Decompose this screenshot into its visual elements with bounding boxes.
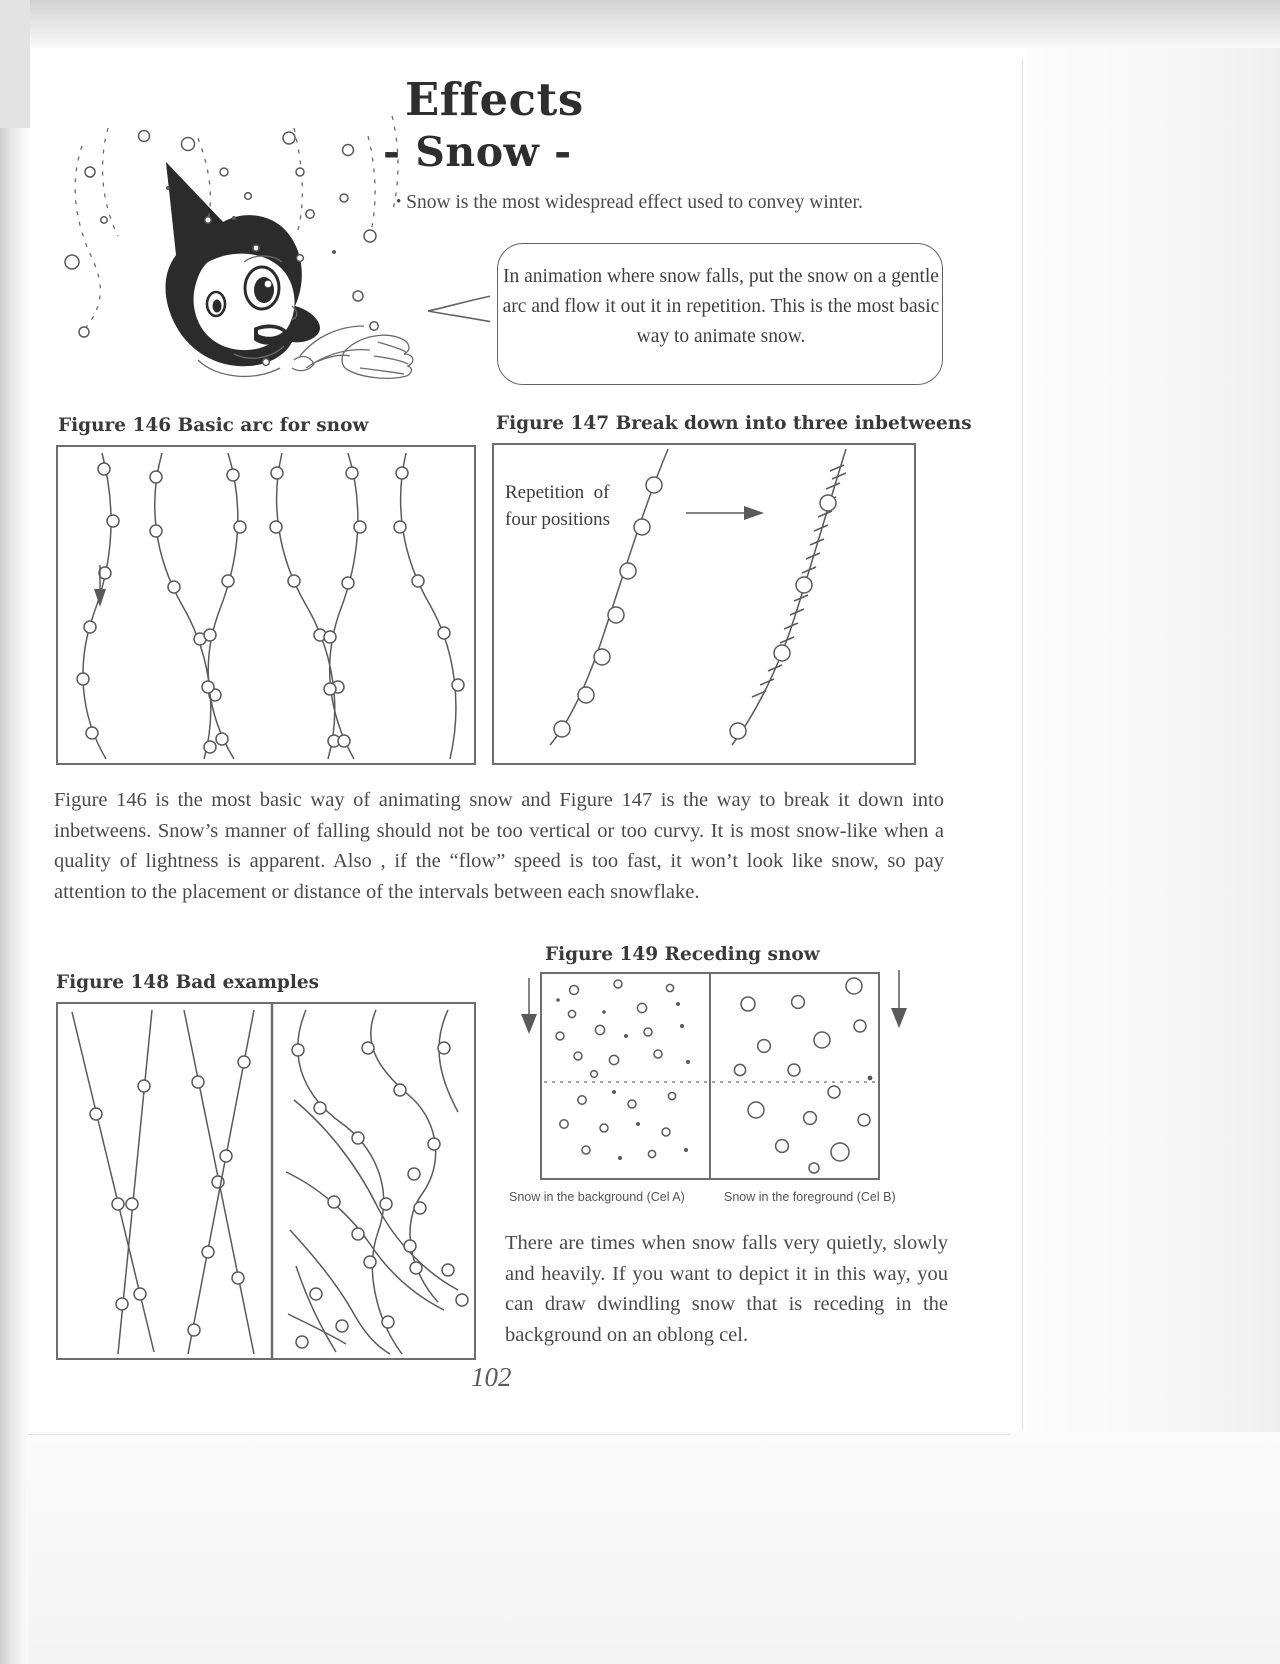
cel-a-label: Snow in the background (Cel A): [509, 1190, 685, 1204]
figure-148-panel: [56, 1002, 476, 1360]
intro-bullet-text: Snow is the most widespread effect used to convey winter.: [406, 192, 863, 213]
figure-147-caption: Figure 147 Break down into three inbetweens: [496, 413, 972, 434]
figure-147-inner-label: [505, 479, 610, 533]
figure-149-left-arrow-icon: [516, 976, 542, 1036]
figure-149-receding-snow-diagram: [542, 974, 878, 1178]
figure-146-panel: [56, 445, 476, 765]
page-bottom-margin: [0, 1432, 1280, 1664]
scan-edge-left: [0, 0, 28, 1664]
margin-rule-vertical: [1022, 60, 1023, 1430]
figure-149-panel: [540, 972, 880, 1180]
scan-edge-top: [0, 0, 1280, 48]
page-subtitle: - Snow -: [383, 128, 572, 176]
scan-corner-artifact: [0, 0, 30, 128]
figure-147-inner-label-line1: Repetition of: [505, 482, 610, 503]
speech-balloon-text: In animation where snow falls, put the snow on a gentle arc and flow it out it in repetition. This is the most basic way to animate snow.: [502, 266, 940, 347]
figure-147-inner-label-line2: four positions: [505, 509, 611, 530]
speech-balloon: [497, 243, 943, 385]
figure-146-arc-diagram: [58, 447, 474, 763]
right-column-paragraph: There are times when snow falls very quietly, slowly and heavily. If you want to depict it in this way, you can draw dwindling snow that is receding in the background on an oblong cel.: [505, 1232, 948, 1346]
girl-catching-snow-illustration: [48, 110, 438, 385]
intro-bullet-line: [396, 192, 956, 214]
figure-148-caption: Figure 148 Bad examples: [56, 972, 320, 993]
figure-148-bad-examples-diagram: [58, 1004, 474, 1358]
figure-149-caption: Figure 149 Receding snow: [545, 944, 820, 965]
figure-149-right-arrow-icon: [886, 968, 912, 1030]
cel-b-label: Snow in the foreground (Cel B): [724, 1190, 896, 1204]
page-number: 102: [471, 1362, 512, 1392]
main-paragraph: Figure 146 is the most basic way of animating snow and Figure 147 is the way to break it down into inbetweens. Snow’s manner of falling should not be too vertical or too curvy. It is most snow-like when a quality of lightness is apparent. Also , if the “flow” speed is too fast, it won’t look like snow, so pay attention to the placement or distance of the intervals between each snowflake.: [54, 789, 944, 903]
bullet-marker: •: [396, 194, 402, 210]
margin-rule-horizontal: [10, 1434, 1010, 1435]
figure-146-caption: Figure 146 Basic arc for snow: [58, 415, 369, 436]
page-title: Effects: [405, 73, 584, 126]
page-right-margin: [1026, 46, 1280, 1432]
